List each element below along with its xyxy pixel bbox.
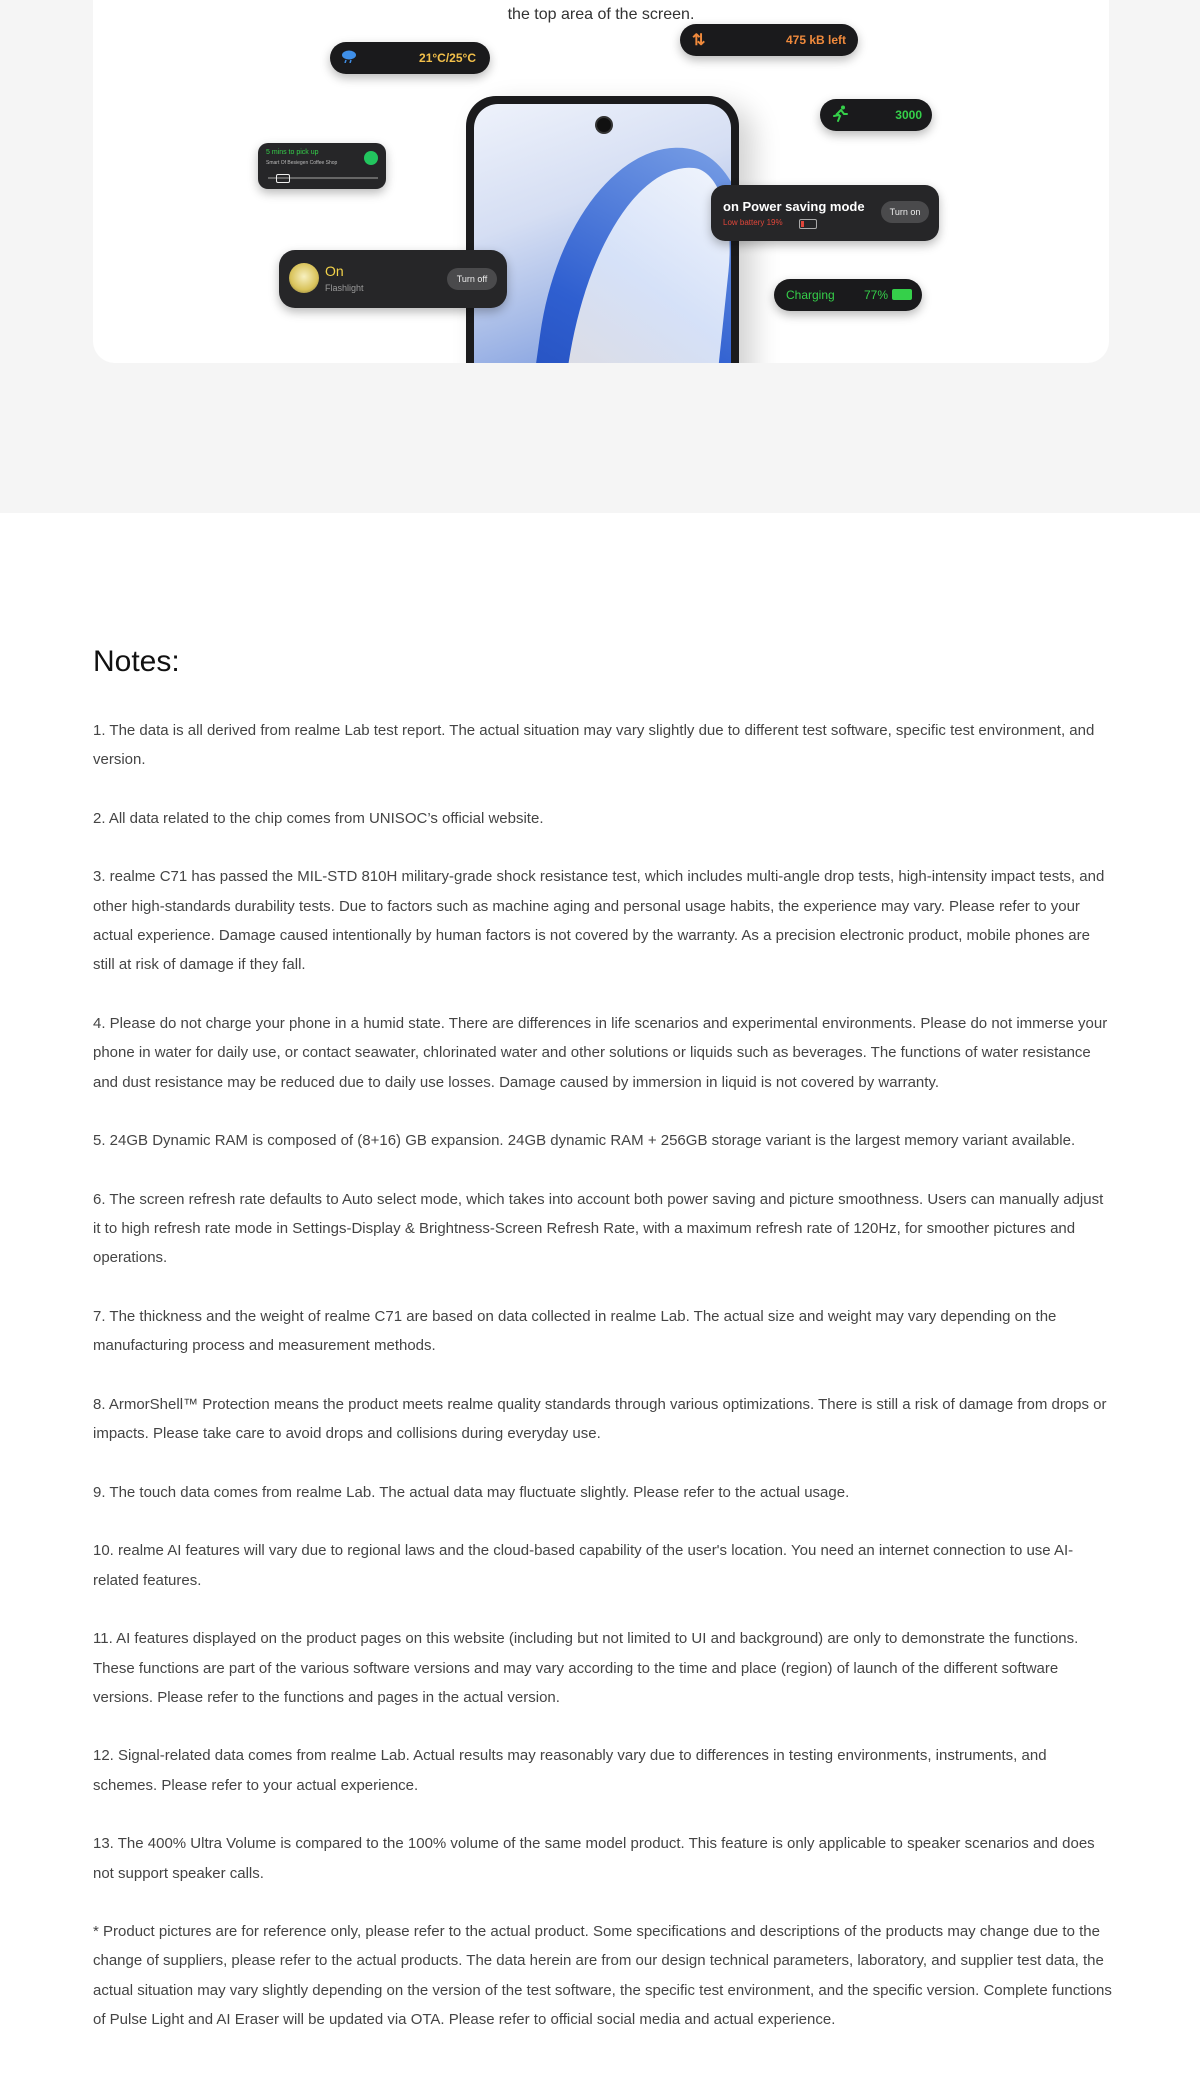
phone-screen bbox=[474, 104, 731, 363]
note-item: 13. The 400% Ultra Volume is compared to the 100% volume of the same model product. This feature is only applicable to speaker scenarios and does not support speaker calls. bbox=[93, 1835, 1095, 1882]
power-saving-island bbox=[711, 185, 939, 241]
flashlight-turn-off-button: Turn off bbox=[447, 268, 497, 290]
notes-list bbox=[93, 716, 1113, 2064]
data-transfer-icon: ⇅ bbox=[692, 32, 706, 49]
pickup-time: 5 mins to pick up bbox=[266, 149, 319, 156]
power-saving-title: on Power saving mode bbox=[723, 199, 865, 214]
flashlight-island bbox=[279, 250, 507, 308]
note-item: 10. realme AI features will vary due to regional laws and the cloud-based capability of the user's location. You need an internet connection to use AI-related features. bbox=[93, 1542, 1074, 1589]
note-item: 3. realme C71 has passed the MIL-STD 810H military-grade shock resistance test, which includes multi-angle drop tests, high-intensity impact tests, and other high-standards durability tests. Due to factors such as machine aging and personal usage habits, the experience may vary. Please refer to your actual experience. Damage caused intentionally by human factors is not covered by the warranty. As a precision electronic product, mobile phones are still at risk of damage if they fall. bbox=[93, 868, 1105, 974]
charging-island bbox=[774, 279, 922, 311]
low-battery-text: Low battery 19% bbox=[723, 218, 783, 227]
phone-image bbox=[466, 96, 739, 363]
steps-island bbox=[820, 99, 932, 131]
weather-temperature: 21°C/25°C bbox=[419, 51, 476, 65]
weather-island bbox=[330, 42, 490, 74]
charging-percent: 77% bbox=[864, 288, 889, 302]
note-item: * Product pictures are for reference only, please refer to the actual product. Some specifications and descriptions of the products may change due to the change of suppliers, please refer to the actual products. The data herein are from our design technical parameters, laboratory, and supplier test data, the actual situation may vary slightly depending on the version of the test software, the specific test environment, and the specific version. Complete functions of Pulse Light and AI Eraser will be updated via OTA. Please refer to official social media and actual experience. bbox=[93, 1923, 1112, 2029]
data-usage-island bbox=[680, 24, 858, 56]
battery-low-icon bbox=[799, 219, 817, 229]
note-item: 9. The touch data comes from realme Lab. The actual data may fluctuate slightly. Please refer to the actual usage. bbox=[93, 1483, 850, 1501]
note-item: 11. AI features displayed on the product pages on this website (including but not limited to UI and background) are only to demonstrate the functions. These functions are part of the various software versions and may vary according to the time and place (region) of launch of the different software versions. Please refer to the functions and pages in the actual version. bbox=[93, 1630, 1079, 1706]
hero-section bbox=[0, 0, 1200, 513]
pickup-progress-car-icon bbox=[276, 174, 290, 183]
steps-count: 3000 bbox=[895, 108, 922, 122]
pickup-place: Smart Of Besiegen Coffee Shop bbox=[266, 160, 338, 166]
note-item: 12. Signal-related data comes from realme Lab. Actual results may reasonably vary due to differences in testing environments, instruments, and schemes. Please refer to your actual experience. bbox=[93, 1747, 1047, 1794]
charging-label: Charging bbox=[786, 288, 835, 302]
phone-call-icon bbox=[364, 151, 378, 165]
note-item: 7. The thickness and the weight of realme C71 are based on data collected in realme Lab. The actual size and weight may vary depending on the manufacturing process and measurement methods. bbox=[93, 1307, 1057, 1355]
running-icon bbox=[830, 104, 850, 124]
power-saving-turn-on-button: Turn on bbox=[881, 201, 929, 223]
data-remaining: 475 kB left bbox=[785, 33, 846, 47]
flashlight-state: On bbox=[325, 263, 344, 279]
note-item: 8. ArmorShell™ Protection means the product meets realme quality standards through various optimizations. There is still a risk of damage from drops or impacts. Please take care to avoid drops and collisions during everyday use. bbox=[93, 1395, 1107, 1443]
flashlight-label: Flashlight bbox=[325, 283, 364, 293]
hero-card bbox=[93, 0, 1109, 363]
battery-charging-icon bbox=[892, 289, 912, 300]
note-item: 2. All data related to the chip comes from UNISOC’s official website. bbox=[93, 809, 544, 827]
hero-caption: the top area of the screen. bbox=[507, 6, 695, 23]
note-item: 4. Please do not charge your phone in a humid state. There are differences in life scenarios and experimental environments. Please do not immerse your phone in water for daily use, or contact seawater, chlorinated water and other solutions or liquids such as beverages. The functions of water resistance and dust resistance may be reduced due to daily use losses. Damage caused by immersion in liquid is not covered by warranty. bbox=[93, 1014, 1108, 1091]
flashlight-icon bbox=[289, 263, 319, 293]
front-camera bbox=[595, 116, 613, 134]
pickup-island bbox=[258, 143, 386, 189]
note-item: 1. The data is all derived from realme Lab test report. The actual situation may vary slightly due to different test software, specific test environment, and version. bbox=[93, 722, 1095, 769]
notes-title: Notes: bbox=[93, 645, 180, 678]
note-item: 6. The screen refresh rate defaults to Auto select mode, which takes into account both power saving and picture smoothness. Users can manually adjust it to high refresh rate mode in Settings-Display & Brightness-Screen Refresh Rate, with a maximum refresh rate of 120Hz, for smoother pictures and operations. bbox=[93, 1190, 1104, 1267]
cloud-rain-icon bbox=[340, 49, 358, 63]
note-item: 5. 24GB Dynamic RAM is composed of (8+16) GB expansion. 24GB dynamic RAM + 256GB storage variant is the largest memory variant available. bbox=[93, 1132, 1076, 1150]
